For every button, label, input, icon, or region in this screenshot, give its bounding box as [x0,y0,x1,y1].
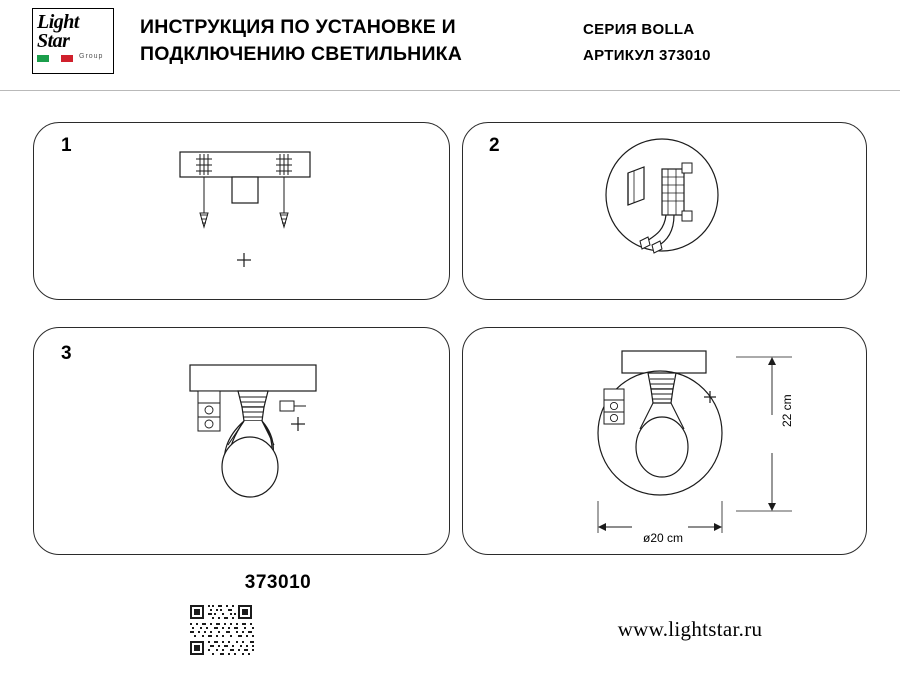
figure-step-2 [600,133,750,288]
series-label: СЕРИЯ BOLLA [583,21,695,38]
step-number-2: 2 [489,135,500,156]
website-url[interactable]: www.lightstar.ru [617,617,763,641]
page-title: ИНСТРУКЦИЯ ПО УСТАНОВКЕ И ПОДКЛЮЧЕНИЮ СВЕТИЛЬНИКА [140,16,463,65]
article-label: АРТИКУЛ 373010 [583,47,711,64]
dimension-diameter-label: ø20 cm [642,531,683,545]
italian-flag-icon [37,55,73,62]
logo-text-group: Group [79,53,104,60]
qr-code [186,601,260,659]
figure-step-1 [160,135,360,290]
logo-text-star: Star [37,30,70,52]
figure-step-4 [560,335,820,555]
figure-step-3 [170,345,370,540]
logo-text-light: Light [37,11,79,33]
step-number-1: 1 [61,135,72,156]
header-divider [0,90,900,91]
lightstar-logo [32,8,114,74]
product-info [583,17,883,69]
dimension-height-label: 22 cm [780,394,794,427]
footer-article-code: 373010 [244,572,312,593]
step-number-3: 3 [61,343,72,364]
document-header [0,0,900,90]
